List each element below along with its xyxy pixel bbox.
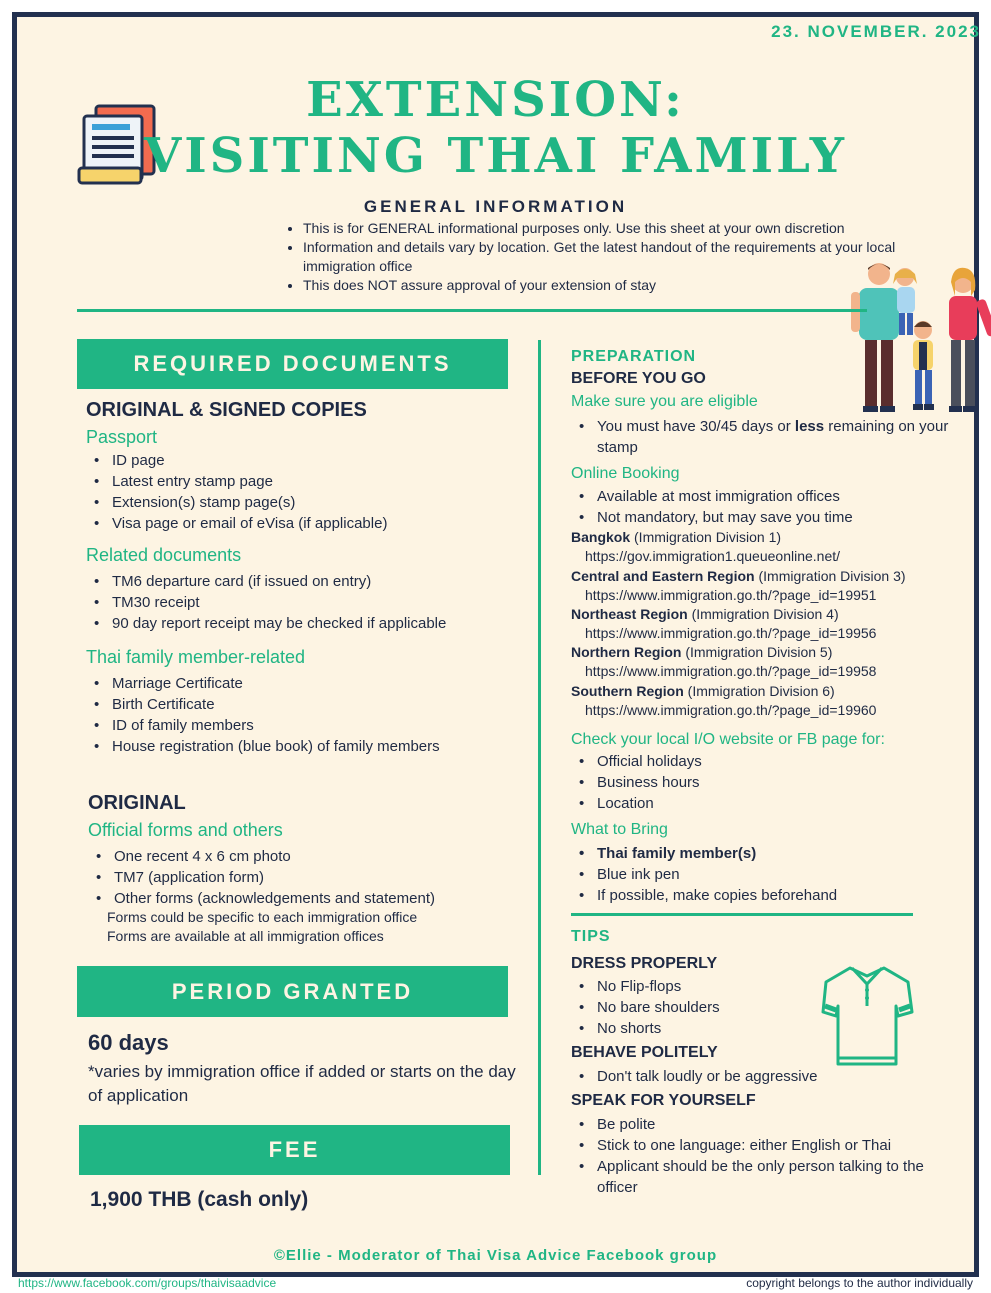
list-item: • Marriage Certificate [86, 673, 526, 694]
list-item: • Don't talk loudly or be aggressive [571, 1066, 961, 1087]
list-item: • Visa page or email of eVisa (if applicable) [86, 513, 526, 534]
eligible-list [571, 416, 961, 458]
list-item: • Location [571, 793, 961, 814]
family-documents-heading: Thai family member-related [86, 647, 306, 667]
forms-note: Forms could be specific to each immigration office [107, 909, 418, 925]
list-item: • Available at most immigration offices [571, 486, 961, 507]
list-item: • Stick to one language: either English or Thai [571, 1135, 951, 1156]
list-item: • No bare shoulders [571, 997, 821, 1018]
passport-list [86, 450, 526, 534]
check-local-heading: Check your local I/O website or FB page for: [571, 731, 885, 748]
speak-heading: SPEAK FOR YOURSELF [571, 1092, 756, 1109]
list-item: • Birth Certificate [86, 694, 526, 715]
region-southern: Southern Region (Immigration Division 6) https://www.immigration.go.th/?page_id=19960 [571, 682, 971, 720]
list-item: • Applicant should be the only person talking to the officer [571, 1156, 951, 1198]
list-item: • ID of family members [86, 715, 526, 736]
check-local-list [571, 751, 961, 814]
general-info-list [285, 219, 935, 295]
list-item: • Other forms (acknowledgements and statement) [88, 888, 528, 909]
family-documents-list [86, 673, 526, 757]
forms-note: Forms are available at all immigration offices [107, 928, 384, 944]
title-line-2: VISITING THAI FAMILY [143, 128, 848, 184]
region-link[interactable]: https://www.immigration.go.th/?page_id=19958 [585, 663, 877, 679]
list-item: • 90 day report receipt may be checked if applicable [86, 613, 526, 634]
column-divider [538, 340, 541, 1175]
region-link[interactable]: https://gov.immigration1.queueonline.net/ [585, 548, 841, 564]
copyright-note: copyright belongs to the author individually [746, 1276, 973, 1290]
tips-divider [571, 913, 913, 916]
speak-list [571, 1114, 951, 1198]
what-to-bring-list [571, 843, 961, 906]
related-documents-heading: Related documents [86, 545, 242, 565]
fee-value: 1,900 THB (cash only) [90, 1188, 309, 1211]
document-date: 23. NOVEMBER. 2023 [771, 22, 981, 41]
online-booking-list [571, 486, 961, 528]
region-central-eastern: Central and Eastern Region (Immigration Division 3) https://www.immigration.go.th/?page_id=19951 [571, 567, 971, 605]
polo-shirt-icon [820, 962, 915, 1070]
fee-banner: FEE [79, 1125, 510, 1175]
official-forms-heading: Official forms and others [88, 820, 283, 840]
list-item: • TM6 departure card (if issued on entry) [86, 571, 526, 592]
region-link[interactable]: https://www.immigration.go.th/?page_id=19960 [585, 702, 877, 718]
list-item: • No shorts [571, 1018, 821, 1039]
section-divider [77, 309, 867, 312]
region-link[interactable]: https://www.immigration.go.th/?page_id=19951 [585, 587, 877, 603]
list-item: • House registration (blue book) of family members [86, 736, 526, 757]
dress-list [571, 976, 821, 1039]
original-heading: ORIGINAL [88, 792, 186, 814]
facebook-group-link[interactable]: https://www.facebook.com/groups/thaivisaadvice [18, 1276, 277, 1290]
dress-heading: DRESS PROPERLY [571, 955, 718, 972]
official-forms-list [88, 846, 528, 909]
related-documents-list [86, 571, 526, 634]
online-booking-heading: Online Booking [571, 465, 680, 482]
list-item: • Latest entry stamp page [86, 471, 526, 492]
list-item: • One recent 4 x 6 cm photo [88, 846, 528, 867]
list-item: • Thai family member(s) [571, 843, 961, 864]
footer-credit: ©Ellie - Moderator of Thai Visa Advice Facebook group [273, 1247, 718, 1264]
preparation-heading: PREPARATION [571, 348, 697, 365]
before-you-go-heading: BEFORE YOU GO [571, 370, 706, 387]
period-granted-banner: PERIOD GRANTED [77, 966, 508, 1017]
list-item: • Blue ink pen [571, 864, 961, 885]
list-item: • ID page [86, 450, 526, 471]
region-northeast: Northeast Region (Immigration Division 4) https://www.immigration.go.th/?page_id=19956 [571, 605, 971, 643]
list-item: • If possible, make copies beforehand [571, 885, 961, 906]
list-item: • Not mandatory, but may save you time [571, 507, 961, 528]
what-to-bring-heading: What to Bring [571, 821, 668, 838]
list-item: • You must have 30/45 days or less remaining on your stamp [571, 416, 961, 458]
region-northern: Northern Region (Immigration Division 5) https://www.immigration.go.th/?page_id=19958 [571, 643, 971, 681]
original-signed-copies-heading: ORIGINAL & SIGNED COPIES [86, 399, 367, 421]
tips-heading: TIPS [571, 928, 611, 945]
required-documents-banner: REQUIRED DOCUMENTS [77, 339, 508, 389]
list-item: • No Flip-flops [571, 976, 821, 997]
list-item: • Official holidays [571, 751, 961, 772]
list-item: • TM30 receipt [86, 592, 526, 613]
period-note: *varies by immigration office if added or starts on the day of application [88, 1062, 516, 1105]
passport-heading: Passport [86, 427, 158, 447]
general-info-item: • This does NOT assure approval of your extension of stay [303, 276, 935, 295]
list-item: • Be polite [571, 1114, 951, 1135]
eligible-heading: Make sure you are eligible [571, 393, 758, 410]
period-value: 60 days [88, 1030, 169, 1055]
general-info-item: • This is for GENERAL informational purposes only. Use this sheet at your own discretion [303, 219, 935, 238]
behave-list [571, 1066, 961, 1087]
general-info-item: • Information and details vary by location. Get the latest handout of the requirements at your local immigration office [303, 238, 935, 276]
general-info-heading: GENERAL INFORMATION [363, 197, 628, 216]
region-link[interactable]: https://www.immigration.go.th/?page_id=19956 [585, 625, 877, 641]
region-bangkok: Bangkok (Immigration Division 1) https://gov.immigration1.queueonline.net/ [571, 528, 971, 566]
family-illustration [845, 260, 991, 415]
list-item: • TM7 (application form) [88, 867, 528, 888]
list-item: • Extension(s) stamp page(s) [86, 492, 526, 513]
title-line-1: EXTENSION: [306, 72, 685, 128]
behave-heading: BEHAVE POLITELY [571, 1044, 718, 1061]
list-item: • Business hours [571, 772, 961, 793]
